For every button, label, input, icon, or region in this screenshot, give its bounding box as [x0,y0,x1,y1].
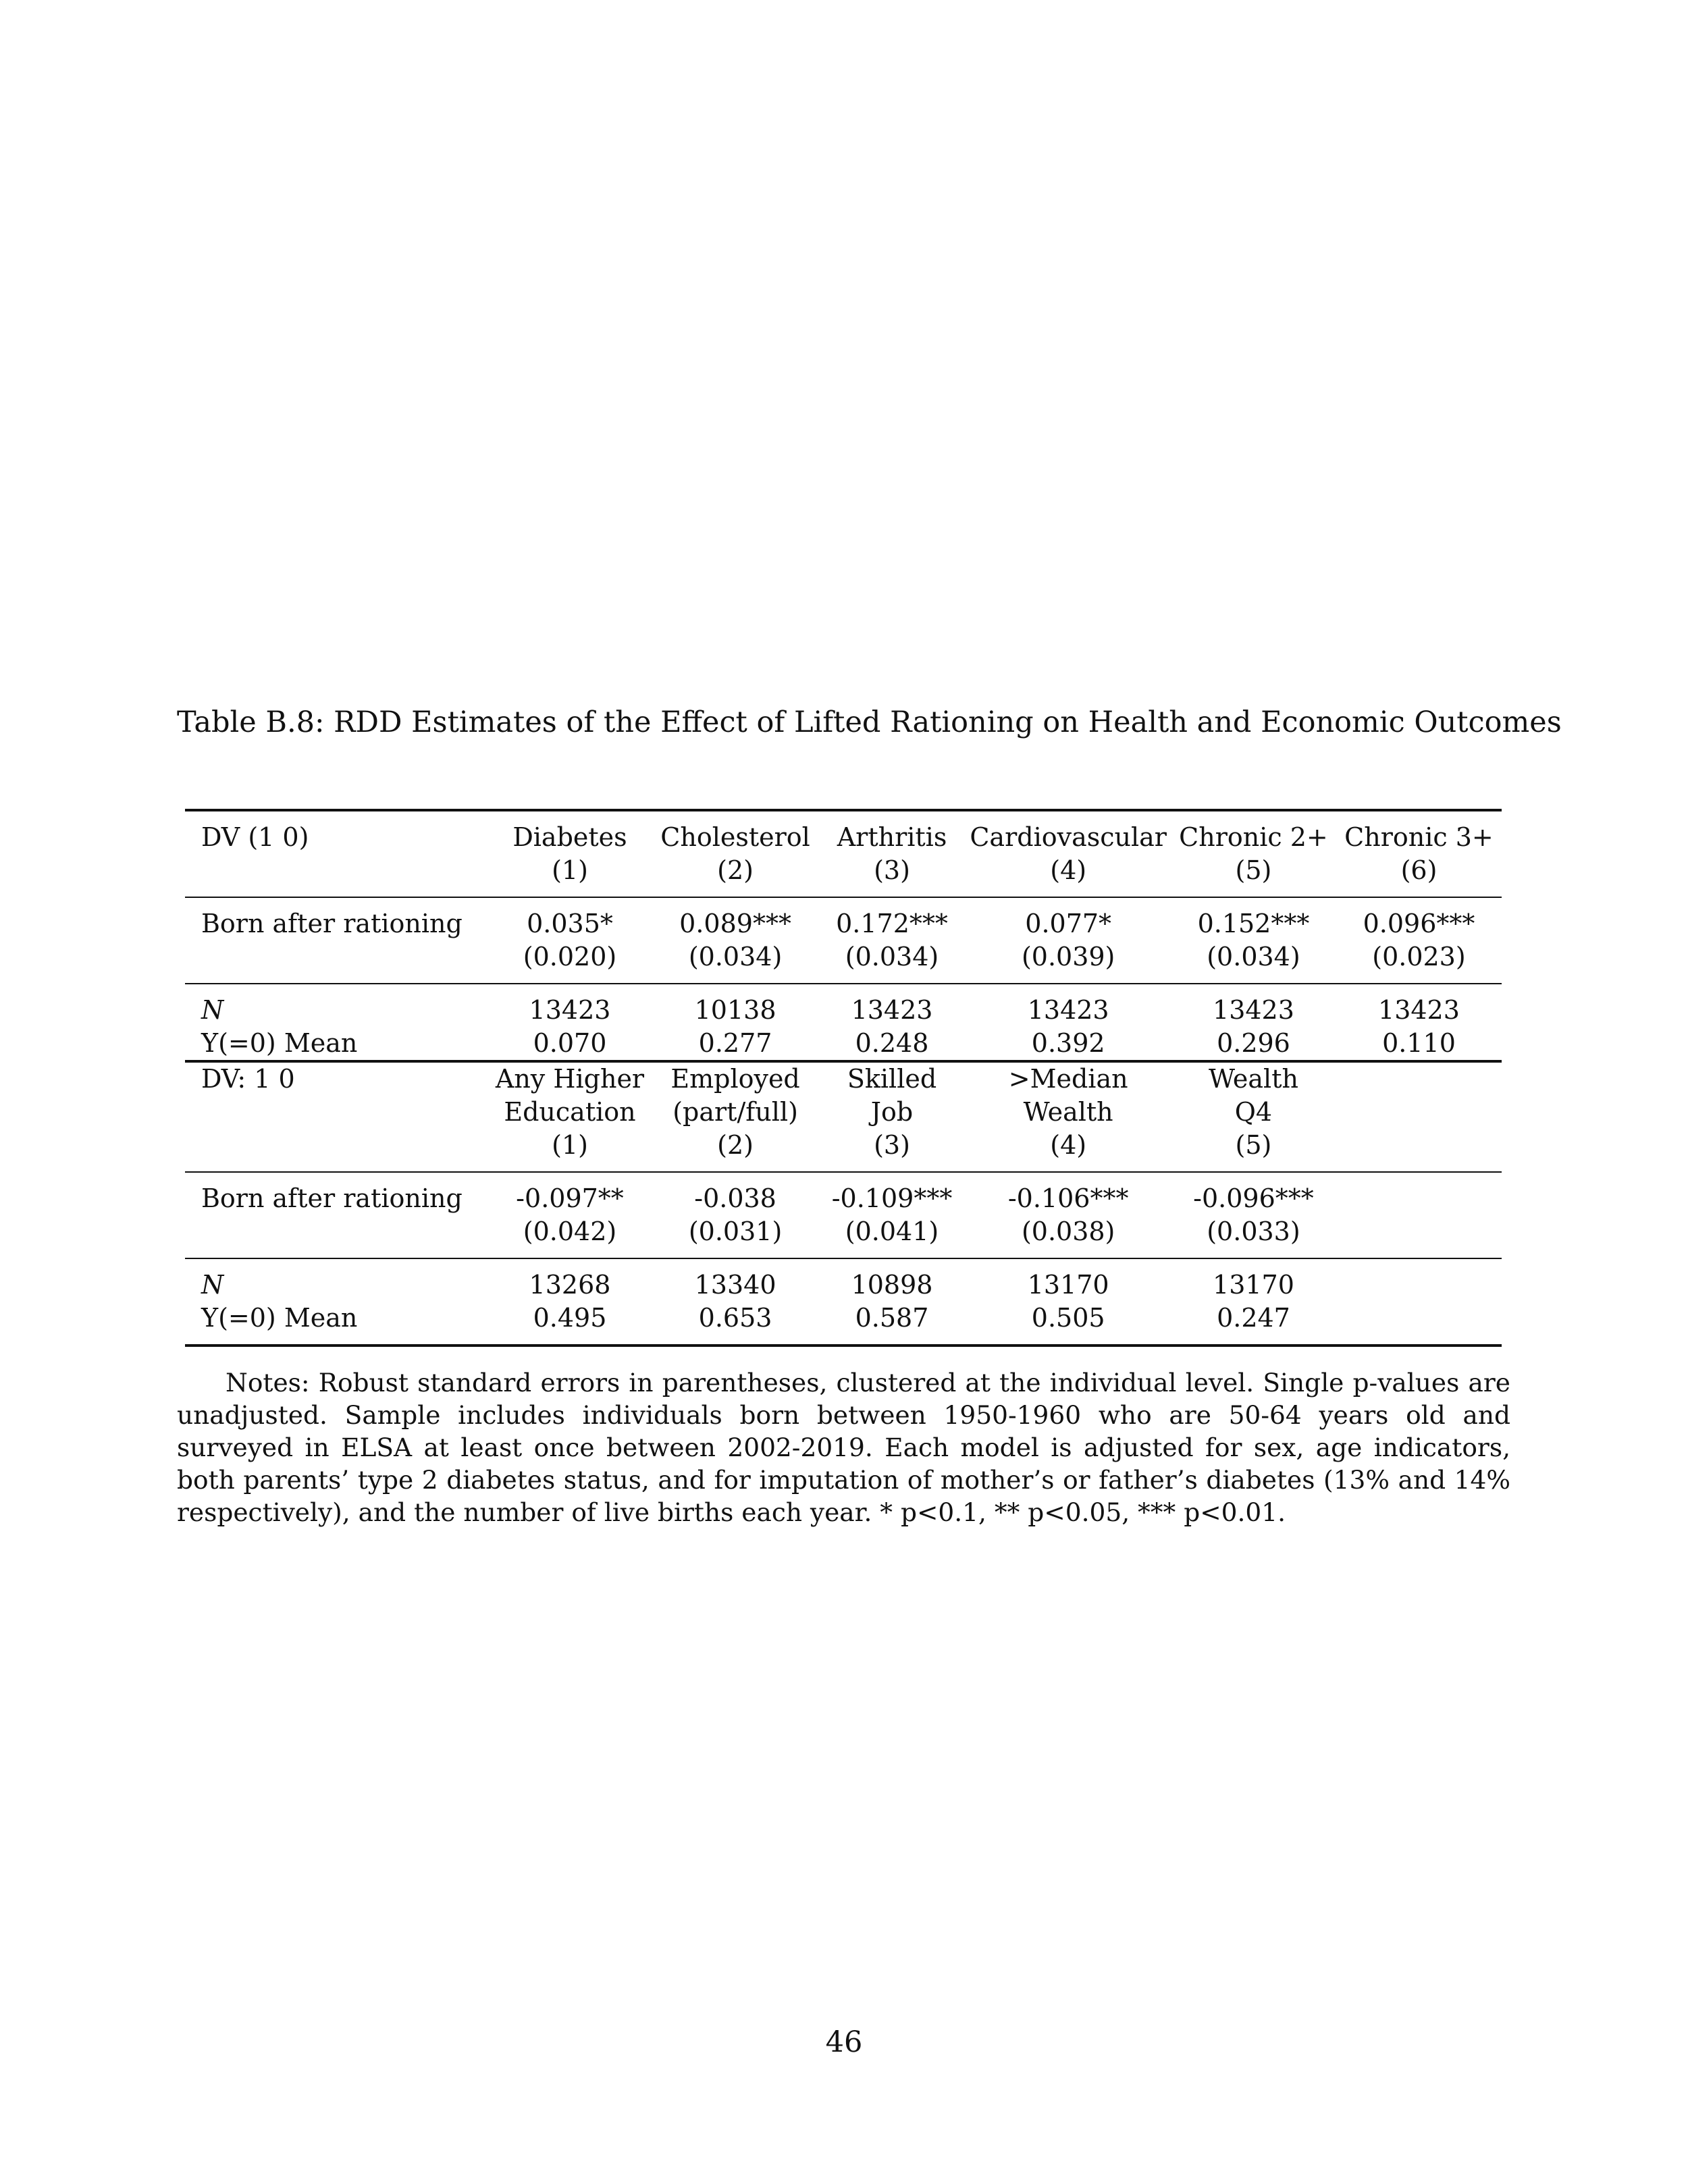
se-cell: (0.034) [845,942,939,971]
coef-cell: 0.096*** [1336,897,1502,940]
n-cell: 13170 [966,1258,1171,1302]
col-number: (4) [1050,1130,1087,1160]
col-header: Diabetes [487,810,653,854]
coef-label: Born after rationing [185,1172,487,1215]
n-cell: 13423 [1171,984,1336,1027]
col-header: Wealth [1023,1097,1113,1127]
coef-cell: -0.106*** [966,1172,1171,1215]
coef-cell: 0.077* [966,897,1171,940]
col-header: Arthritis [818,810,966,854]
coef-cell: 0.089*** [652,897,818,940]
mean-cell: 0.247 [1171,1302,1336,1346]
coef-cell: -0.096*** [1171,1172,1336,1215]
n-cell: 13268 [487,1258,653,1302]
se-cell: (0.042) [523,1217,617,1246]
panel-a-coef-row [185,897,1502,940]
mean-cell: 0.110 [1382,1028,1456,1058]
se-cell: (0.039) [1021,942,1115,971]
mean-cell: 0.653 [652,1302,818,1346]
col-header: Any Higher [487,1061,653,1096]
col-header: Education [504,1097,636,1127]
panel-b-number-row [185,1129,1502,1172]
panel-b-coef-row [185,1172,1502,1215]
col-header: Employed [652,1061,818,1096]
mean-cell: 0.070 [533,1028,607,1058]
se-cell: (0.034) [688,942,783,971]
n-label: N [185,1258,487,1302]
col-number: (1) [552,1130,588,1160]
panel-a-mean-row [185,1027,1502,1061]
mean-cell: 0.277 [698,1028,772,1058]
coef-cell: -0.097** [487,1172,653,1215]
table-caption: Table B.8: RDD Estimates of the Effect of Lifted Rationing on Health and Economic Outcomes [177,705,1562,739]
col-number: (1) [552,855,588,885]
col-header: Wealth [1171,1061,1336,1096]
page-number: 46 [825,2025,863,2059]
col-header: Cardiovascular [966,810,1171,854]
panel-a-header-row [185,810,1502,854]
panel-b-se-row [185,1215,1502,1258]
mean-cell: 0.587 [818,1302,966,1346]
col-header: Q4 [1234,1097,1273,1127]
se-cell: (0.034) [1207,942,1300,971]
table-notes: Notes: Robust standard errors in parentheses, clustered at the individual level. Single p-values are unadjusted. Sample includes individuals born between 1950-1960 who are 50-64 years old and surveyed in ELSA at least once between 2002-2019. Each model is adjusted for sex, age indicators, both parents’ type 2 diabetes status, and for imputation of mother’s or father’s diabetes (13% and 14% respectively), and the number of live births each year. * p<0.1, ** p<0.05, *** p<0.01. [177,1368,1510,1527]
coef-cell: 0.172*** [818,897,966,940]
col-number: (5) [1235,1130,1272,1160]
panel-b-header-row-1 [185,1061,1502,1096]
col-header: (part/full) [672,1097,798,1127]
coef-label: Born after rationing [185,897,487,940]
n-cell: 13340 [652,1258,818,1302]
se-cell: (0.041) [845,1217,939,1246]
mean-cell: 0.505 [966,1302,1171,1346]
n-cell: 10138 [652,984,818,1027]
col-number: (2) [717,1130,754,1160]
se-cell: (0.020) [523,942,617,971]
panel-a-number-row [185,854,1502,897]
col-header: Cholesterol [652,810,818,854]
col-number: (3) [874,855,910,885]
col-header: Chronic 3+ [1336,810,1502,854]
n-label: N [185,984,487,1027]
col-number: (6) [1400,855,1438,885]
n-cell: 13170 [1171,1258,1336,1302]
coef-cell: -0.038 [652,1172,818,1215]
col-number: (3) [874,1130,910,1160]
col-header: >Median [966,1061,1171,1096]
coef-cell: -0.109*** [818,1172,966,1215]
col-number: (5) [1235,855,1272,885]
n-cell: 13423 [966,984,1171,1027]
col-header: Skilled [818,1061,966,1096]
panel-b-mean-row [185,1302,1502,1346]
panel-a-se-row [185,940,1502,984]
col-header: Chronic 2+ [1171,810,1336,854]
n-cell: 10898 [818,1258,966,1302]
panel-a-n-row [185,984,1502,1027]
regression-table [185,809,1502,1347]
col-number: (2) [717,855,754,885]
col-number: (4) [1050,855,1087,885]
se-cell: (0.023) [1372,942,1466,971]
panel-b-n-row [185,1258,1502,1302]
mean-label: Y(=0) Mean [201,1028,358,1058]
coef-cell: 0.152*** [1171,897,1336,940]
panel-b-dv-label: DV: 1 0 [185,1061,487,1096]
mean-label: Y(=0) Mean [185,1302,487,1346]
regression-table-container [185,809,1502,1347]
se-cell: (0.031) [688,1217,783,1246]
mean-cell: 0.392 [1031,1028,1105,1058]
se-cell: (0.033) [1207,1217,1300,1246]
panel-a-dv-label: DV (1 0) [185,810,487,854]
n-cell: 13423 [487,984,653,1027]
mean-cell: 0.495 [487,1302,653,1346]
n-cell: 13423 [818,984,966,1027]
col-header: Job [870,1097,914,1127]
coef-cell: 0.035* [487,897,653,940]
n-cell: 13423 [1336,984,1502,1027]
mean-cell: 0.248 [855,1028,929,1058]
mean-cell: 0.296 [1217,1028,1290,1058]
panel-b-header-row-2 [185,1096,1502,1129]
se-cell: (0.038) [1021,1217,1115,1246]
